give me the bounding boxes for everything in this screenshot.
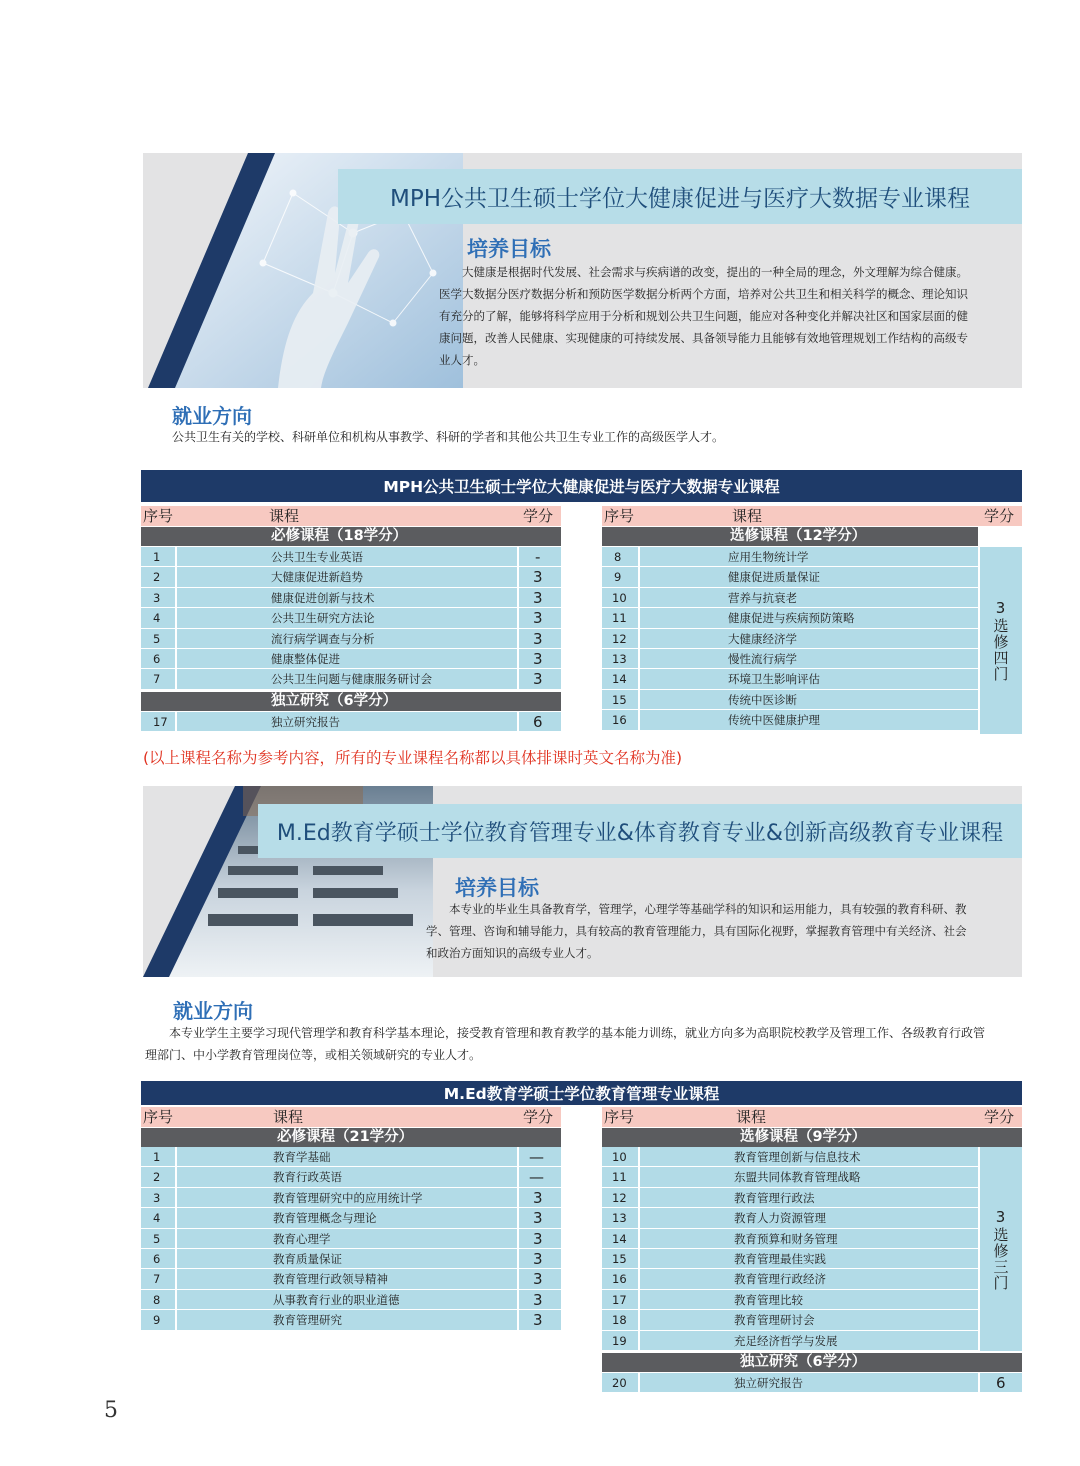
required-category: 必修课程（21学分） (141, 1128, 561, 1147)
research-category: 独立研究（6学分） (141, 692, 561, 711)
elective-category: 选修课程（12学分） (602, 527, 978, 546)
header-no: 序号 (604, 1108, 635, 1126)
header-no: 序号 (143, 507, 174, 525)
table-row: 11 东盟共同体教育管理战略 (602, 1167, 978, 1187)
table-row: 9 教育管理研究 3 (141, 1310, 561, 1330)
mph-table-title: MPH公共卫生硕士学位大健康促进与医疗大数据专业课程 (141, 470, 1022, 502)
header-no: 序号 (143, 1108, 174, 1126)
table-header (141, 506, 561, 526)
med-banner (143, 786, 1022, 977)
table-row: 16 教育管理行政经济 (602, 1269, 978, 1289)
course-name-note: (以上课程名称为参考内容，所有的专业课程名称都以具体排课时英文名称为准) (143, 749, 683, 767)
header-course: 课程 (736, 1108, 767, 1126)
med-elective-table (602, 1107, 1022, 1394)
elective-credit-cell: 3选修三门 (978, 1147, 1022, 1351)
med-banner-title: M.Ed教育学硕士学位教育管理专业&体育教育专业&创新高级教育专业课程 (258, 804, 1022, 858)
table-row: 9 健康促进质量保证 (602, 567, 978, 587)
mph-goal-heading: 培养目标 (467, 237, 551, 261)
table-row: 15 传统中医诊断 (602, 690, 978, 710)
mph-goal-text: 大健康是根据时代发展、社会需求与疾病谱的改变，提出的一种全局的理念，外文理解为综合健康。医学大数据分医疗数据分析和预防医学数据分析两个方面，培养对公共卫生和相关科学的概念、理论知识有充分的了解，能够将科学应用于分析和规划公共卫生问题，能应对各种变化并解决社区和国家层面的健康问题，改善人民健康、实现健康的可持续发展、具备领导能力且能够有效地管理规划工作结构的高级专业人才。 (439, 265, 968, 367)
table-header (602, 506, 1022, 526)
table-row: 12 教育管理行政法 (602, 1188, 978, 1208)
table-row: 13 教育人力资源管理 (602, 1208, 978, 1228)
table-header (141, 1107, 561, 1127)
table-row: 15 教育管理最佳实践 (602, 1249, 978, 1269)
elective-category: 选修课程（9学分） (602, 1128, 1022, 1147)
table-row: 12 大健康经济学 (602, 629, 978, 649)
table-row: 8 应用生物统计学 (602, 547, 978, 567)
table-row: 7 公共卫生问题与健康服务研讨会 3 (141, 669, 561, 689)
elective-credit-cell: 3选修四门 (978, 547, 1022, 734)
table-row: 3 健康促进创新与技术 3 (141, 588, 561, 608)
required-category: 必修课程（18学分） (141, 527, 561, 546)
table-row: 5 流行病学调查与分析 3 (141, 629, 561, 649)
header-no: 序号 (604, 507, 635, 525)
header-course: 课程 (269, 507, 300, 525)
table-row: 1 教育学基础 — (141, 1147, 561, 1167)
page-number: 5 (104, 1398, 118, 1423)
header-credit: 学分 (984, 1108, 1015, 1126)
med-career-text: 本专业学生主要学习现代管理学和教育科学基本理论，接受教育管理和教育教学的基本能力训练，就业方向多为高职院校教学及管理工作、各级教育行政管理部门、中小学教育管理岗位等，或相关领域研究的专业人才。 (145, 1026, 986, 1062)
header-course: 课程 (273, 1108, 304, 1126)
mph-career-text: 公共卫生有关的学校、科研单位和机构从事教学、科研的学者和其他公共卫生专业工作的高级医学人才。 (172, 430, 725, 444)
mph-elective-table (602, 506, 1022, 734)
table-header (602, 1107, 1022, 1127)
table-row: 6 健康整体促进 3 (141, 649, 561, 669)
med-goal-text: 本专业的毕业生具备教育学，管理学，心理学等基础学科的知识和运用能力，具有较强的教育科研、教学、管理、咨询和辅导能力，具有较高的教育管理能力，具有国际化视野，掌握教育管理中有关经济、社会和政治方面知识的高级专业人才。 (426, 902, 967, 960)
table-row: 6 教育质量保证 3 (141, 1249, 561, 1269)
table-row: 4 公共卫生研究方法论 3 (141, 608, 561, 628)
table-row: 7 教育管理行政领导精神 3 (141, 1269, 561, 1289)
research-category: 独立研究（6学分） (602, 1353, 1022, 1372)
mph-banner-title: MPH公共卫生硕士学位大健康促进与医疗大数据专业课程 (338, 169, 1022, 224)
table-row: 17 独立研究报告 6 (141, 712, 561, 732)
mph-required-table (141, 506, 561, 734)
mph-banner (143, 153, 1022, 388)
table-row: 20 独立研究报告 6 (602, 1373, 1022, 1393)
header-credit: 学分 (523, 507, 554, 525)
med-career-heading: 就业方向 (173, 999, 253, 1023)
table-row: 1 公共卫生专业英语 - (141, 547, 561, 567)
header-credit: 学分 (523, 1108, 554, 1126)
table-row: 17 教育管理比较 (602, 1290, 978, 1310)
table-row: 5 教育心理学 3 (141, 1229, 561, 1249)
table-row: 14 环境卫生影响评估 (602, 669, 978, 689)
med-table-title: M.Ed教育学硕士学位教育管理专业课程 (141, 1081, 1022, 1105)
table-row: 10 营养与抗衰老 (602, 588, 978, 608)
table-row: 13 慢性流行病学 (602, 649, 978, 669)
table-row: 2 大健康促进新趋势 3 (141, 567, 561, 587)
med-required-table (141, 1107, 561, 1332)
table-row: 8 从事教育行业的职业道德 3 (141, 1290, 561, 1310)
med-goal-heading: 培养目标 (455, 876, 539, 900)
table-row: 3 教育管理研究中的应用统计学 3 (141, 1188, 561, 1208)
table-row: 11 健康促进与疾病预防策略 (602, 608, 978, 628)
table-row: 4 教育管理概念与理论 3 (141, 1208, 561, 1228)
table-row: 14 教育预算和财务管理 (602, 1229, 978, 1249)
table-row: 18 教育管理研讨会 (602, 1310, 978, 1330)
table-row: 10 教育管理创新与信息技术 (602, 1147, 978, 1167)
header-credit: 学分 (984, 507, 1015, 525)
mph-career-heading: 就业方向 (172, 404, 252, 428)
table-row: 19 充足经济哲学与发展 (602, 1331, 978, 1351)
header-course: 课程 (732, 507, 763, 525)
table-row: 2 教育行政英语 — (141, 1167, 561, 1187)
table-row: 16 传统中医健康护理 (602, 710, 978, 730)
